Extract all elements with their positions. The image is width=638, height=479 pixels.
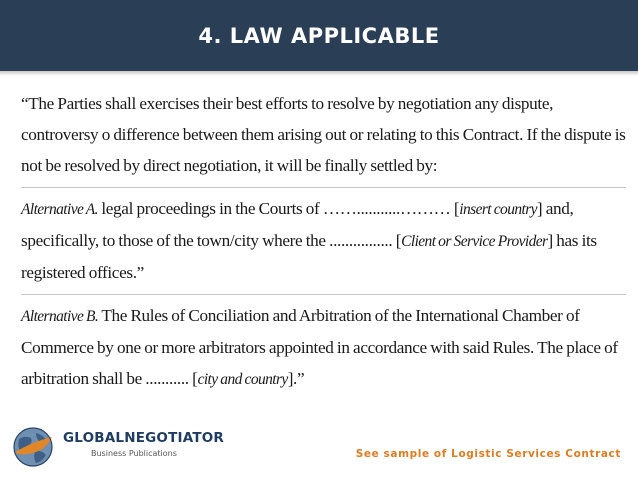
divider-1 bbox=[21, 187, 626, 188]
alternative-b-bracket-1: city and country bbox=[197, 371, 288, 388]
alternative-b-paragraph bbox=[21, 300, 626, 395]
intro-paragraph: “The Parties shall exercises their best efforts to resolve by negotiation any dispute, controversy o difference between them arising out or relating to this Contract. If the dispute is not be resolved by direct negotiation, it will be finally settled by: bbox=[21, 94, 626, 175]
title-shadow bbox=[0, 71, 638, 76]
title-bar bbox=[0, 0, 638, 71]
alternative-b-text-1: The Rules of Conciliation and Arbitration of the International Chamber of Commerce by one or more arbitrators appointed in accordance with said Rules. The place of arbitration shall be ........... [ bbox=[21, 306, 618, 388]
sample-contract-link[interactable]: See sample of Logistic Services Contract bbox=[355, 448, 621, 460]
alternative-a-text-1: legal proceedings in the Courts of ……...........……… [ bbox=[97, 199, 460, 218]
divider-2 bbox=[21, 294, 626, 295]
global-negotiator-logo bbox=[11, 425, 261, 471]
alternative-a-bracket-2: Client or Service Provider bbox=[401, 233, 548, 250]
alternative-b-label: Alternative B. bbox=[21, 308, 99, 325]
slide-body bbox=[21, 88, 626, 395]
alternative-a-text-2: ] and, specifically, to those of the town/city where the ................ [ bbox=[21, 199, 574, 250]
globe-icon bbox=[11, 425, 55, 469]
alternative-b-text-2: ].” bbox=[287, 369, 305, 388]
alternative-a-label: Alternative A. bbox=[21, 201, 98, 218]
logo-name: GLOBALNEGOTIATOR bbox=[63, 430, 225, 446]
alternative-a-paragraph bbox=[21, 193, 626, 288]
alternative-a-text-3: ] has its registered offices.” bbox=[21, 231, 597, 282]
slide-title: 4. LAW APPLICABLE bbox=[198, 23, 440, 48]
logo-subtitle: Business Publications bbox=[91, 449, 177, 458]
alternative-a-bracket-1: insert country bbox=[459, 201, 537, 218]
